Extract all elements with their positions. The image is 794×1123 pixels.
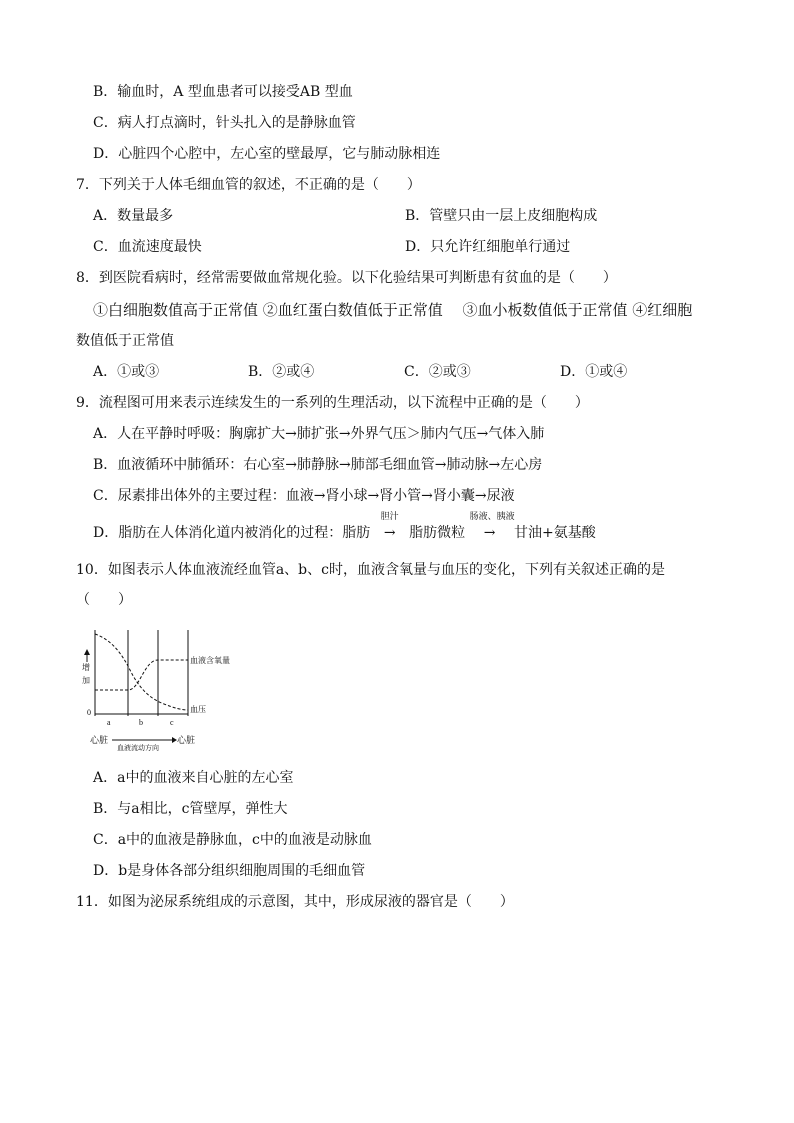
q9-option-b: B．血液循环中肺循环：右心室→肺静脉→肺部毛细血管→肺动脉→左心房 xyxy=(93,457,543,473)
flow-direction-label: 血液流动方向 xyxy=(117,744,159,752)
q8-items-line1: ①白细胞数值高于正常值 ②血红蛋白数值低于正常值 ③血小板数值低于正常值 ④红细胞 xyxy=(93,301,693,319)
q9-option-a: A．人在平静时呼吸：胸廓扩大→肺扩张→外界气压＞肺内气压→气体入肺 xyxy=(93,426,545,442)
y-arrow-head xyxy=(84,649,90,655)
oxygen-curve-label: 血液含氧量 xyxy=(190,656,230,665)
q7-option-b: B．管壁只由一层上皮细胞构成 xyxy=(405,208,598,224)
q8-stem: 8．到医院看病时，经常需要做血常规化验。以下化验结果可判断患有贫血的是（ ） xyxy=(76,270,617,286)
blood-vessel-diagram xyxy=(84,626,244,754)
q9-d-prefix: D．脂肪在人体消化道内被消化的过程：脂肪 xyxy=(93,525,371,541)
y-label-1: 增 xyxy=(82,663,90,672)
vessel-c-label: c xyxy=(170,718,174,727)
q8-option-c: C．②或③ xyxy=(404,364,471,380)
q9-d-mid: 脂肪微粒 xyxy=(409,525,466,541)
vessel-a-label: a xyxy=(107,718,111,727)
q7-option-d: D．只允许红细胞单行通过 xyxy=(405,239,571,255)
oxygen-curve xyxy=(95,660,188,690)
q10-option-d: D．b是身体各部分组织细胞周围的毛细血管 xyxy=(93,863,366,879)
intestinal-juice-arrow: 肠液、胰液 → xyxy=(469,512,515,541)
origin-label: 0 xyxy=(87,708,91,717)
intestinal-juice-arrow-label: 肠液、胰液 xyxy=(469,512,515,522)
heart-left-label: 心脏 xyxy=(90,735,109,745)
q8-option-b: B．②或④ xyxy=(248,364,315,380)
y-label-2: 加 xyxy=(82,676,90,685)
q6-option-d: D．心脏四个心腔中，左心室的壁最厚，它与肺动脉相连 xyxy=(93,146,441,162)
q11-stem: 11．如图为泌尿系统组成的示意图，其中，形成尿液的器官是（ ） xyxy=(76,894,514,910)
q9-option-d xyxy=(93,512,596,543)
q10-option-a: A．a中的血液来自心脏的左心室 xyxy=(93,770,294,786)
q9-option-c: C．尿素排出体外的主要过程：血液→肾小球→肾小管→肾小囊→尿液 xyxy=(93,488,515,504)
q8-option-a: A．①或③ xyxy=(93,364,160,380)
bile-arrow: 胆汁 → xyxy=(375,523,405,543)
q6-option-b: B．输血时，A 型血患者可以接受AB 型血 xyxy=(93,84,353,100)
q7-stem: 7．下列关于人体毛细血管的叙述，不正确的是（ ） xyxy=(76,177,421,193)
heart-right-label: 心脏 xyxy=(177,735,196,745)
q10-option-c: C．a中的血液是静脉血，c中的血液是动脉血 xyxy=(93,832,372,848)
vessel-b-label: b xyxy=(139,718,143,727)
q7-option-a: A．数量最多 xyxy=(93,208,174,224)
q9-d-suffix: 甘油+氨基酸 xyxy=(514,525,596,541)
bile-arrow-label: 胆汁 xyxy=(380,512,399,522)
q6-option-c: C．病人打点滴时，针头扎入的是静脉血管 xyxy=(93,115,356,131)
q10-option-b: B．与a相比，c管壁厚，弹性大 xyxy=(93,801,288,817)
q7-option-c: C．血流速度最快 xyxy=(93,239,202,255)
q8-items-line2: 数值低于正常值 xyxy=(76,333,174,349)
pressure-curve-label: 血压 xyxy=(190,705,206,714)
q10-stem-line2: （ ） xyxy=(76,592,132,608)
q8-option-d: D．①或④ xyxy=(560,364,628,380)
q10-stem-line1: 10．如图表示人体血液流经血管a、b、c时，血液含氧量与血压的变化，下列有关叙述正确的是 xyxy=(76,562,665,578)
pressure-curve xyxy=(95,634,188,710)
q9-stem: 9．流程图可用来表示连续发生的一系列的生理活动，以下流程中正确的是（ ） xyxy=(76,395,589,411)
